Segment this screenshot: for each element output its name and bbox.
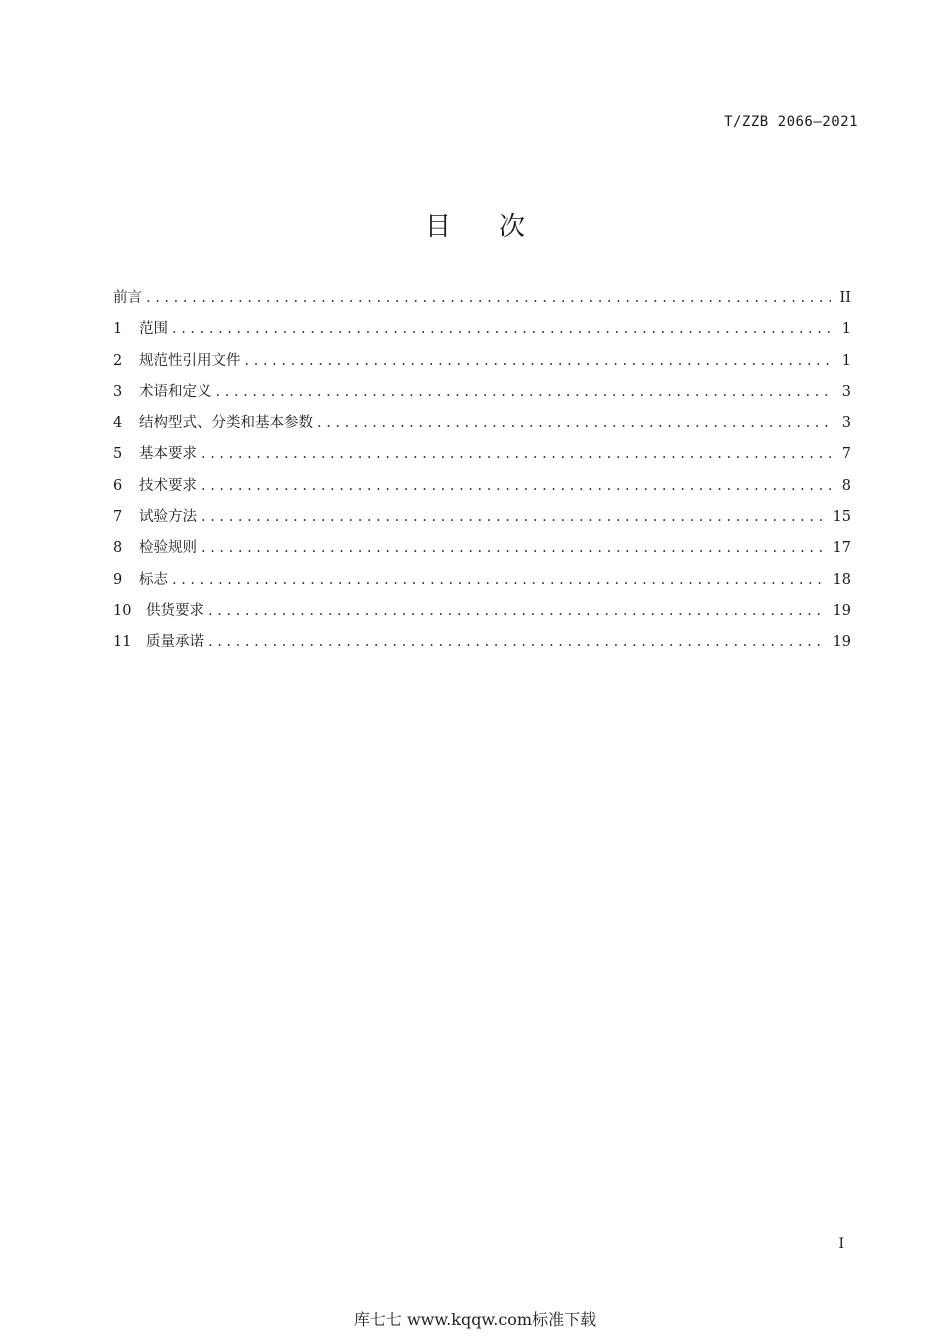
toc-entry-number: 7 (113, 509, 123, 526)
toc-entry-number: 8 (113, 540, 123, 557)
toc-leader-dots (201, 540, 827, 556)
toc-entry-page: 17 (832, 540, 851, 557)
toc-entry-3[interactable] (113, 380, 851, 411)
toc-entry-label: 结构型式、分类和基本参数 (139, 415, 313, 432)
toc-entry-label: 基本要求 (139, 446, 197, 463)
toc-entry-label: 技术要求 (139, 477, 197, 494)
toc-entry-page: 15 (832, 509, 851, 526)
toc-entry-number: 11 (113, 634, 132, 651)
toc-leader-dots (201, 509, 827, 525)
toc-leader-dots (172, 572, 827, 588)
toc-entry-6[interactable] (113, 474, 851, 505)
page-title (0, 206, 950, 243)
toc-entry-2[interactable] (113, 349, 851, 380)
table-of-contents (113, 286, 851, 662)
toc-entry-foreword[interactable] (113, 286, 851, 317)
toc-leader-dots (146, 290, 831, 306)
toc-entry-label: 范围 (139, 321, 168, 338)
page-title-char-2: 次 (499, 212, 526, 242)
toc-entry-number: 5 (113, 446, 123, 463)
download-watermark: 库七七 www.kqqw.com标准下载 (353, 1310, 597, 1329)
toc-entry-label: 术语和定义 (139, 383, 212, 400)
toc-entry-page: 19 (832, 634, 851, 651)
toc-leader-dots (208, 634, 827, 650)
toc-entry-page: 3 (841, 415, 851, 432)
toc-entry-number: 6 (113, 477, 123, 494)
toc-entry-label: 前言 (113, 290, 142, 306)
toc-entry-5[interactable] (113, 442, 851, 473)
toc-entry-number: 9 (113, 571, 123, 588)
toc-entry-number: 2 (113, 352, 123, 369)
toc-entry-page: 3 (841, 383, 851, 400)
toc-leader-dots (201, 446, 831, 462)
toc-entry-1[interactable] (113, 317, 851, 348)
toc-entry-9[interactable] (113, 568, 851, 599)
toc-entry-11[interactable] (113, 630, 851, 661)
toc-entry-number: 3 (113, 383, 123, 400)
toc-entry-label: 试验方法 (139, 509, 197, 526)
toc-entry-label: 供货要求 (146, 602, 204, 619)
toc-entry-page: 1 (841, 352, 851, 369)
toc-entry-number: 1 (113, 321, 123, 338)
toc-entry-label: 标志 (139, 571, 168, 588)
toc-entry-7[interactable] (113, 505, 851, 536)
toc-entry-label: 规范性引用文件 (139, 352, 241, 369)
toc-entry-label: 检验规则 (139, 540, 197, 557)
toc-entry-page: 1 (841, 321, 851, 338)
toc-entry-number: 4 (113, 415, 123, 432)
toc-entry-label: 质量承诺 (146, 634, 204, 651)
toc-leader-dots (317, 415, 831, 431)
document-code: T/ZZB 2066—2021 (724, 114, 858, 130)
toc-leader-dots (201, 478, 831, 494)
toc-leader-dots (216, 384, 832, 400)
toc-leader-dots (245, 353, 832, 369)
toc-entry-page: 8 (841, 477, 851, 494)
toc-entry-page: II (839, 290, 851, 306)
toc-entry-page: 18 (832, 571, 851, 588)
toc-leader-dots (172, 321, 831, 337)
toc-entry-8[interactable] (113, 536, 851, 567)
page-title-char-1: 目 (424, 212, 451, 242)
toc-entry-4[interactable] (113, 411, 851, 442)
toc-entry-number: 10 (113, 602, 132, 619)
toc-entry-page: 19 (832, 602, 851, 619)
page-number: I (838, 1236, 844, 1252)
toc-entry-page: 7 (841, 446, 851, 463)
toc-entry-10[interactable] (113, 599, 851, 630)
toc-leader-dots (208, 603, 827, 619)
